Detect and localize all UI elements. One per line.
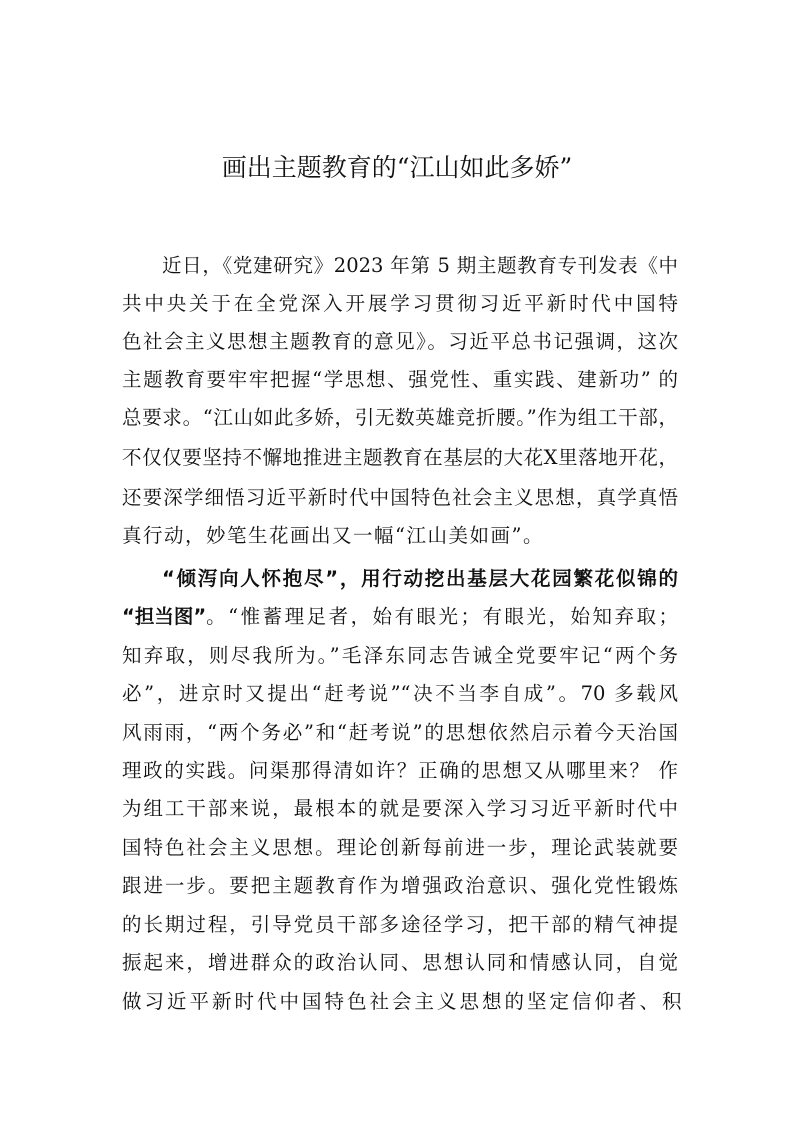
text-line: 风雨雨，“两个务必”和“赶考说”的思想依然启示着今天治国	[122, 721, 678, 744]
text-line: 必”，进京时又提出“赶考说”“决不当李自成”。70 多载风	[122, 682, 678, 705]
text-line: 共中央关于在全党深入开展学习贯彻习近平新时代中国特	[122, 292, 678, 315]
text-line: 总要求。“江山如此多娇，引无数英雄竞折腰。”作为组工干部，	[122, 406, 678, 429]
text-line: 国特色社会主义思想。理论创新每前进一步，理论武装就要	[122, 836, 678, 859]
text-line: 振起来，增进群众的政治认同、思想认同和情感认同，自觉	[122, 951, 678, 974]
text-line: 的长期过程，引导党员干部多途径学习，把干部的精气神提	[122, 913, 678, 936]
text-line: 知弃取，则尽我所为。”毛泽东同志告诫全党要牢记“两个务	[122, 644, 678, 667]
text-line: 近日，《党建研究》2023 年第 5 期主题教育专刊发表《中	[162, 254, 678, 277]
text-line: 跟进一步。要把主题教育作为增强政治意识、强化党性锻炼	[122, 874, 678, 897]
text-line: 色社会主义思想主题教育的意见》。习近平总书记强调，这次	[122, 330, 678, 353]
section-heading: “倾泻向人怀抱尽”，用行动挖出基层大花园繁花似锦的	[162, 567, 678, 590]
text-line	[122, 605, 678, 629]
text-line: 为组工干部来说，最根本的就是要深入学习习近平新时代中	[122, 797, 678, 820]
text-span: 。“惟蓄理足者，始有眼光；有眼光，始知弃取；	[206, 605, 678, 628]
text-line: 真行动，妙笔生花画出又一幅“江山美如画”。	[122, 524, 544, 547]
document-title: 画出主题教育的“江山如此多娇”	[221, 153, 573, 182]
text-line: 做习近平新时代中国特色社会主义思想的坚定信仰者、积	[122, 990, 685, 1013]
text-line: 主题教育要牢牢把握“学思想、强党性、重实践、建新功” 的	[122, 368, 678, 391]
text-line: 理政的实践。问渠那得清如许？正确的思想又从哪里来？ 作	[122, 759, 678, 782]
text-line: 还要深学细悟习近平新时代中国特色社会主义思想，真学真悟	[122, 486, 678, 509]
text-line: 不仅仅要坚持不懈地推进主题教育在基层的大花X里落地开花，	[122, 446, 678, 469]
section-heading-end: “担当图”	[122, 605, 207, 628]
